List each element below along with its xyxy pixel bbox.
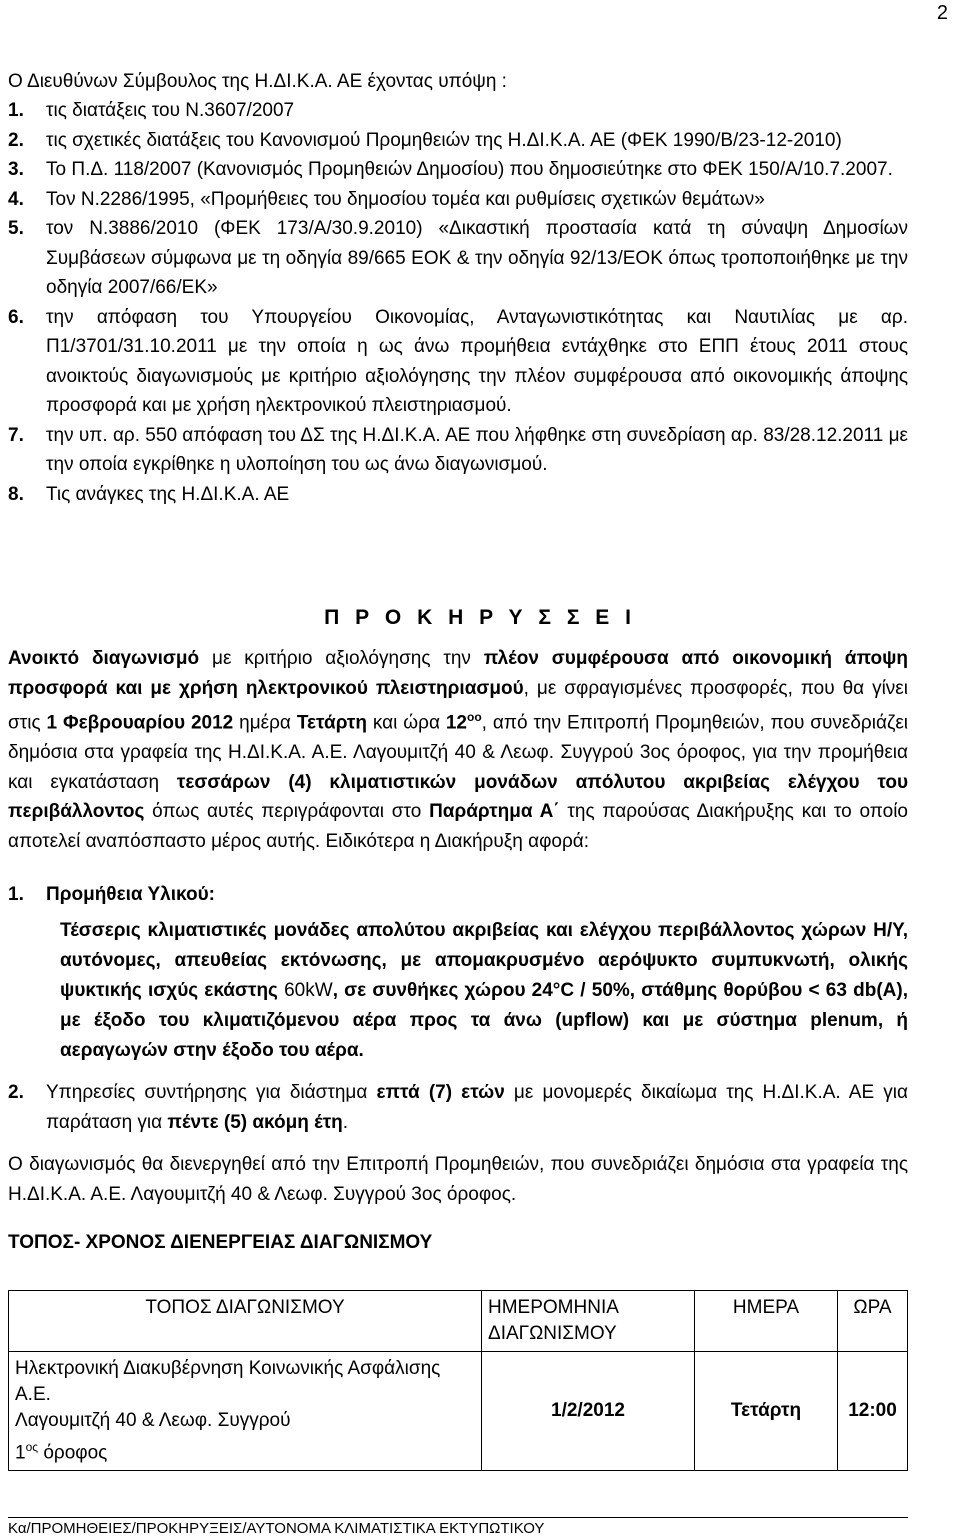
list-item: 5. τον Ν.3886/2010 (ΦΕΚ 173/Α/30.9.2010) «Δικαστική προστασία κατά τη σύναψη Δημοσίων Συμβάσεων σύμφωνα με τη οδηγία 89/665 ΕΟΚ & την οδηγία 92/13/ΕΟΚ όπως τροποποιήθηκε με την οδηγία 2007/66/ΕΚ» bbox=[8, 218, 908, 298]
table-row bbox=[9, 1352, 908, 1471]
footer-divider bbox=[8, 1517, 908, 1518]
list-item: 2. τις σχετικές διατάξεις του Κανονισμού Προμηθειών της Η.ΔΙ.Κ.Α. ΑΕ (ΦΕΚ 1990/Β/23-12-2010) bbox=[8, 129, 842, 151]
place-cell: Ηλεκτρονική Διακυβέρνηση Κοινωνικής Ασφάλισης Α.Ε. Λαγουμιτζή 40 & Λεωφ. Συγγρού $1^{o\varsigma}$ όροφος bbox=[9, 1352, 482, 1471]
intro-text: Ο Διευθύνων Σύμβουλος της Η.ΔΙ.Κ.Α. ΑΕ έχοντας υπόψη : bbox=[8, 71, 507, 92]
date-cell: 1/2/2012 bbox=[482, 1352, 695, 1471]
list-item: 3. Το Π.Δ. 118/2007 (Κανονισμός Προμηθειών Δημοσίου) που δημοσιεύτηκε στο ΦΕΚ 150/Α/10.7.2007. bbox=[8, 159, 893, 180]
sub-item-2: 2. Υπηρεσίες συντήρησης για διάστημα επτά (7) ετών με μονομερές δικαίωμα της Η.ΔΙ.Κ.Α. ΑΕ για παράταση για πέντε (5) ακόμη έτη. bbox=[8, 1082, 908, 1133]
announcement-heading: Π Ρ Ο Κ Η Ρ Υ Σ Σ Ε Ι bbox=[324, 606, 636, 629]
footer-path: Κα/ΠΡΟΜΗΘΕΙΕΣ/ΠΡΟΚΗΡΥΞΕΙΣ/ΑΥΤΟΝΟΜΑ ΚΛΙΜΑΤΙΣΤΙΚΑ ΕΚΤΥΠΩΤΙΚΟΥ bbox=[8, 1520, 545, 1537]
list-item: 8. Τις ανάγκες της Η.ΔΙ.Κ.Α. ΑΕ bbox=[8, 483, 290, 505]
time-cell: 12:00 bbox=[838, 1352, 908, 1471]
header-cell: ΩΡΑ bbox=[838, 1291, 908, 1352]
day-cell: Τετάρτη bbox=[695, 1352, 838, 1471]
considerations-list bbox=[8, 96, 908, 509]
page-number: 2 bbox=[936, 2, 948, 24]
list-item: 4. Τον Ν.2286/1995, «Προμήθειες του δημοσίου τομέα και ρυθμίσεις σχετικών θεμάτων» bbox=[8, 188, 765, 210]
list-item: 6. την απόφαση του Υπουργείου Οικονομίας, Ανταγωνιστικότητας και Ναυτιλίας με αρ. Π1/3701/31.10.2011 με την οποία η ως άνω προμήθεια εντάχθηκε στο ΕΠΠ έτους 2011 στους ανοικτούς διαγωνισμούς με κριτήριο αξιολόγησης την πλέον συμφέρουσα από οικονομικής άποψης προσφορά και με χρήση ηλεκτρονικού πλειστηριασμού. bbox=[8, 306, 908, 416]
announcement-paragraph: Ανοικτό διαγωνισμό με κριτήριο αξιολόγησης την πλέον συμφέρουσα από οικονομική άποψη προσφορά και με χρήση ηλεκτρονικού πλειστηριασμού, με σφραγισμένες προσφορές, που θα γίνει στις 1 Φεβρουαρίου 2012 ημέρα Τετάρτη και ώρα $12^{oo}$, από την Επιτροπή Προμηθειών, που συνεδριάζει δημόσια στα γραφεία της Η.ΔΙ.Κ.Α. Α.Ε. Λαγουμιτζή 40 & Λεωφ. Συγγρού 3ος όροφος, για την προμήθεια και εγκατάσταση τεσσάρων (4) κλιματιστικών μονάδων απόλυτου ακριβείας ελέγχου του περιβάλλοντος όπως αυτές περιγράφονται στο Παράρτημα Α΄ της παρούσας Διακήρυξης και το οποίο αποτελεί αναπόσπαστο μέρος αυτής. Ειδικότερα η Διακήρυξη αφορά: bbox=[8, 648, 909, 852]
list-item: 1. τις διατάξεις του Ν.3607/2007 bbox=[8, 100, 295, 121]
closing-paragraph: Ο διαγωνισμός θα διενεργηθεί από την Επιτροπή Προμηθειών, που συνεδριάζει δημόσια στα γραφεία της Η.ΔΙ.Κ.Α. Α.Ε. Λαγουμιτζή 40 & Λεωφ. Συγγρού 3ος όροφος. bbox=[8, 1154, 908, 1205]
sub-item-1: 1. Προμήθεια Υλικού: bbox=[8, 884, 215, 905]
header-cell: ΗΜΕΡΑ bbox=[695, 1291, 838, 1352]
header-cell: ΤΟΠΟΣ ΔΙΑΓΩΝΙΣΜΟΥ bbox=[9, 1291, 482, 1352]
section-title: ΤΟΠΟΣ- ΧΡΟΝΟΣ ΔΙΕΝΕΡΓΕΙΑΣ ΔΙΑΓΩΝΙΣΜΟΥ bbox=[8, 1232, 433, 1253]
schedule-table bbox=[8, 1290, 908, 1471]
table-header-row bbox=[9, 1291, 908, 1352]
list-item: 7. την υπ. αρ. 550 απόφαση του ΔΣ της Η.ΔΙ.Κ.Α. ΑΕ που λήφθηκε στη συνεδρίαση αρ. 83/28.12.2011 με την οποία εγκρίθηκε η υλοποίηση του ως άνω διαγωνισμού. bbox=[8, 424, 908, 475]
equipment-description: Τέσσερις κλιματιστικές μονάδες απολύτου ακριβείας και ελέγχου περιβάλλοντος χώρων Η/Υ, αυτόνομες, απευθείας εκτόνωσης, με απομακρυσμένο αερόψυκτο συμπυκνωτή, ολικής ψυκτικής ισχύς εκάστης 60kW, σε συνθήκες χώρου 24°C / 50%, στάθμης θορύβου < 63 db(A), με έξοδο του κλιματιζόμενου αέρα προς τα άνω (upflow) και με σύστημα plenum, ή αεραγωγών στην έξοδο του αέρα. bbox=[60, 920, 908, 1061]
header-cell: ΗΜΕΡΟΜΗΝΙΑ ΔΙΑΓΩΝΙΣΜΟΥ bbox=[482, 1291, 695, 1352]
